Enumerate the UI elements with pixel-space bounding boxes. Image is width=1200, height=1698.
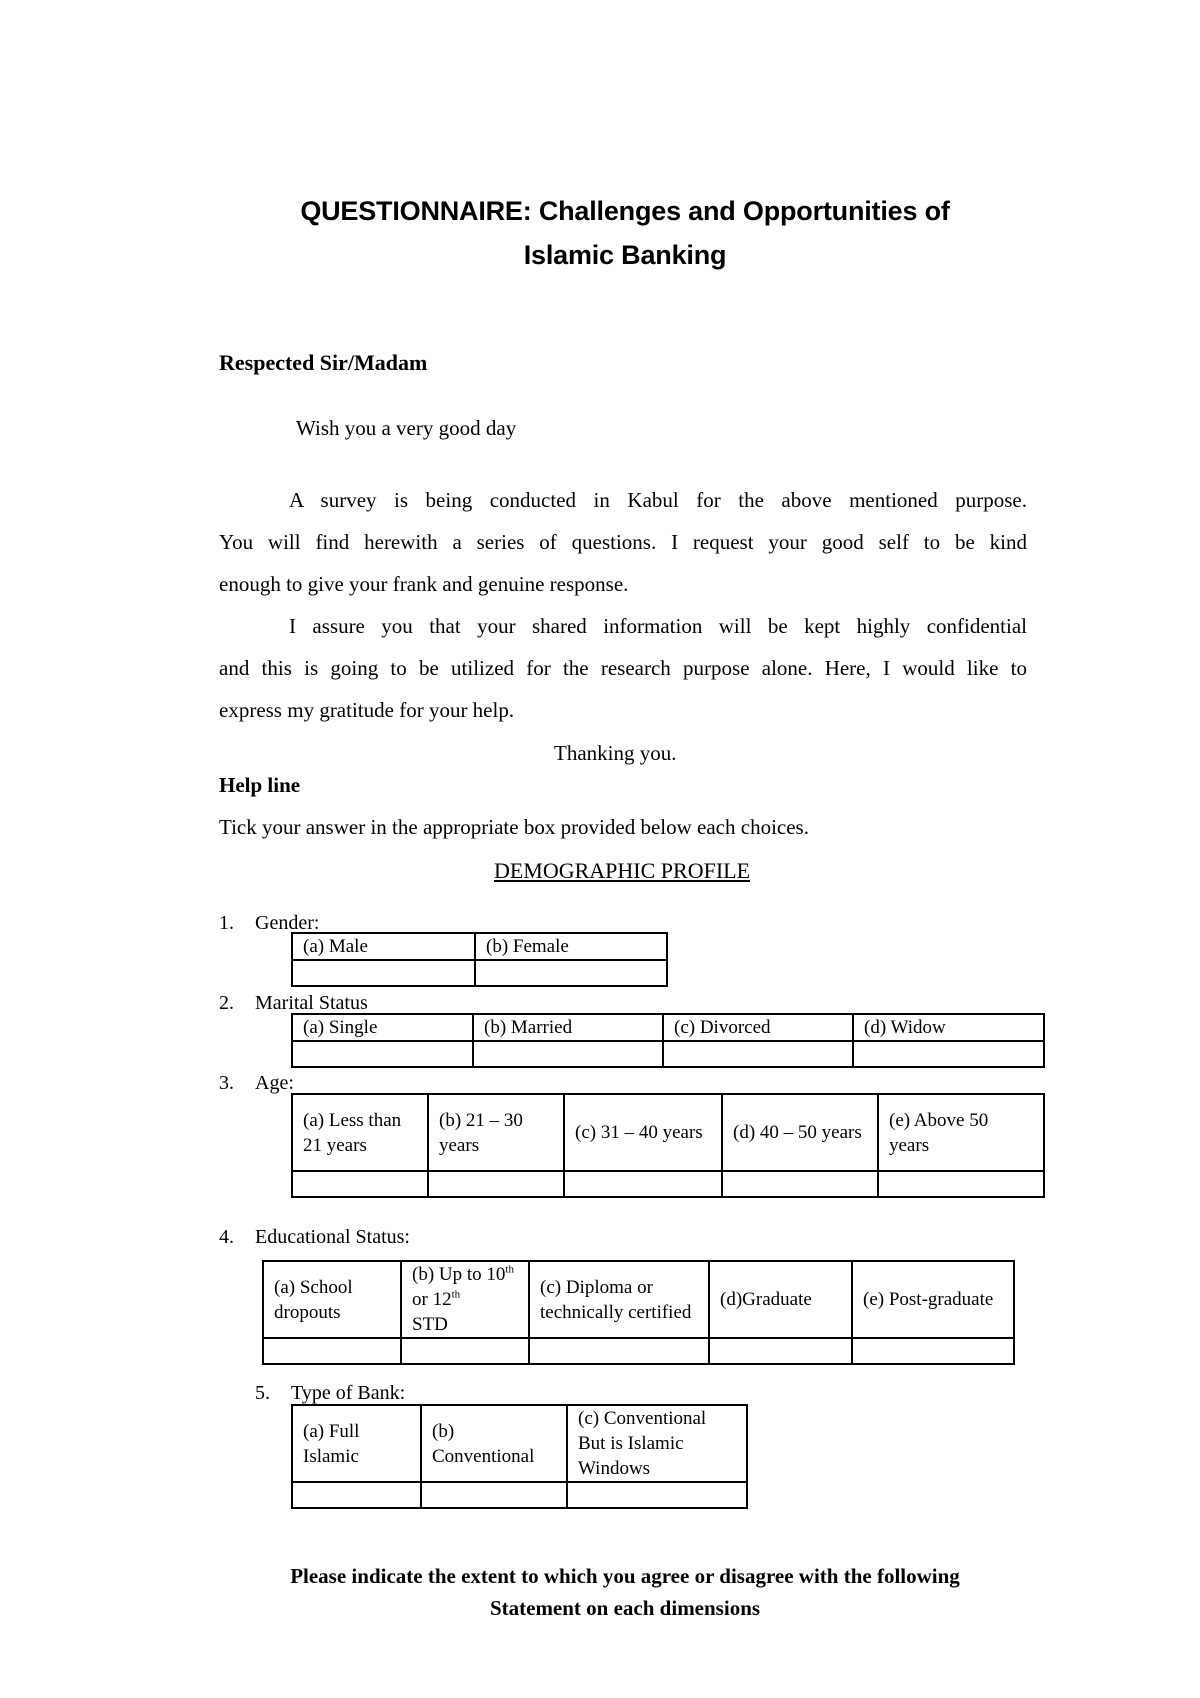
paragraph-1-line-2: You will find herewith a series of questions. I request your good self to be kind bbox=[219, 530, 1027, 554]
answer-box-divorced[interactable] bbox=[663, 1041, 853, 1067]
option-label: (b) Married bbox=[473, 1014, 663, 1041]
answer-box-edu-c[interactable] bbox=[529, 1338, 709, 1364]
answer-box-age-e[interactable] bbox=[878, 1171, 1044, 1197]
answer-box-widow[interactable] bbox=[853, 1041, 1044, 1067]
answer-box-age-a[interactable] bbox=[292, 1171, 428, 1197]
age-table bbox=[291, 1093, 1045, 1198]
option-label: (c) Diploma or technically certified bbox=[529, 1261, 709, 1338]
answer-box-edu-e[interactable] bbox=[852, 1338, 1014, 1364]
question-label-gender: Gender: bbox=[255, 912, 320, 934]
option-label: (c) Divorced bbox=[663, 1014, 853, 1041]
question-label-age: Age: bbox=[255, 1072, 294, 1094]
questionnaire-title-line1: QUESTIONNAIRE: Challenges and Opportunities of bbox=[300, 196, 950, 226]
question-label-educational-status: Educational Status: bbox=[255, 1226, 410, 1248]
option-label: (c) 31 – 40 years bbox=[564, 1094, 722, 1171]
option-label: (a) School dropouts bbox=[263, 1261, 401, 1338]
helpline-heading: Help line bbox=[219, 773, 301, 797]
closing-line-1: Please indicate the extent to which you agree or disagree with the following bbox=[290, 1564, 960, 1588]
thanks-text: Thanking you. bbox=[554, 741, 677, 765]
question-number: 2. bbox=[219, 992, 234, 1014]
answer-box-age-b[interactable] bbox=[428, 1171, 564, 1197]
option-label: (a) Full Islamic bbox=[292, 1405, 421, 1482]
question-label-type-of-bank: Type of Bank: bbox=[291, 1382, 406, 1404]
question-label-marital-status: Marital Status bbox=[255, 992, 368, 1014]
option-label: (d) 40 – 50 years bbox=[722, 1094, 878, 1171]
paragraph-1-line-3: enough to give your frank and genuine response. bbox=[219, 572, 629, 596]
answer-box-female[interactable] bbox=[475, 960, 667, 986]
type-of-bank-table bbox=[291, 1404, 748, 1509]
answer-box-edu-b[interactable] bbox=[401, 1338, 529, 1364]
answer-box-bank-c[interactable] bbox=[567, 1482, 747, 1508]
question-number: 4. bbox=[219, 1226, 234, 1248]
educational-status-table bbox=[262, 1260, 1015, 1365]
option-label: (e) Post-graduate bbox=[852, 1261, 1014, 1338]
option-label: (c) Conventional But is Islamic Windows bbox=[567, 1405, 747, 1482]
answer-box-age-c[interactable] bbox=[564, 1171, 722, 1197]
option-label: (d) Widow bbox=[853, 1014, 1044, 1041]
answer-box-bank-a[interactable] bbox=[292, 1482, 421, 1508]
greeting: Wish you a very good day bbox=[296, 416, 517, 440]
paragraph-2-line-3: express my gratitude for your help. bbox=[219, 698, 515, 722]
option-label: (b) Female bbox=[475, 933, 667, 960]
question-number: 5. bbox=[255, 1382, 270, 1404]
answer-box-single[interactable] bbox=[292, 1041, 473, 1067]
marital-status-table bbox=[291, 1013, 1045, 1068]
option-label: (b) 21 – 30 years bbox=[428, 1094, 564, 1171]
option-label: (a) Male bbox=[292, 933, 475, 960]
salutation: Respected Sir/Madam bbox=[219, 350, 428, 375]
questionnaire-title-line2: Islamic Banking bbox=[523, 240, 727, 270]
helpline-text: Tick your answer in the appropriate box provided below each choices. bbox=[219, 815, 809, 839]
answer-box-bank-b[interactable] bbox=[421, 1482, 567, 1508]
paragraph-2-line-1: I assure you that your shared information will be kept highly confidential bbox=[289, 614, 1027, 638]
answer-box-edu-a[interactable] bbox=[263, 1338, 401, 1364]
option-label: (a) Single bbox=[292, 1014, 473, 1041]
paragraph-1-line-1: A survey is being conducted in Kabul for the above mentioned purpose. bbox=[289, 488, 1027, 512]
closing-line-2: Statement on each dimensions bbox=[489, 1596, 761, 1620]
option-label: (d)Graduate bbox=[709, 1261, 852, 1338]
option-label: (b) Up to 10th or 12th STD bbox=[401, 1261, 529, 1338]
answer-box-male[interactable] bbox=[292, 960, 475, 986]
question-number: 1. bbox=[219, 912, 234, 934]
answer-box-age-d[interactable] bbox=[722, 1171, 878, 1197]
option-label: (e) Above 50 years bbox=[878, 1094, 1044, 1171]
answer-box-married[interactable] bbox=[473, 1041, 663, 1067]
paragraph-2-line-2: and this is going to be utilized for the research purpose alone. Here, I would like to bbox=[219, 656, 1027, 680]
option-label: (b) Conventional bbox=[421, 1405, 567, 1482]
gender-table bbox=[291, 932, 668, 987]
question-number: 3. bbox=[219, 1072, 234, 1094]
section-title: DEMOGRAPHIC PROFILE bbox=[493, 858, 751, 883]
answer-box-edu-d[interactable] bbox=[709, 1338, 852, 1364]
option-label: (a) Less than 21 years bbox=[292, 1094, 428, 1171]
